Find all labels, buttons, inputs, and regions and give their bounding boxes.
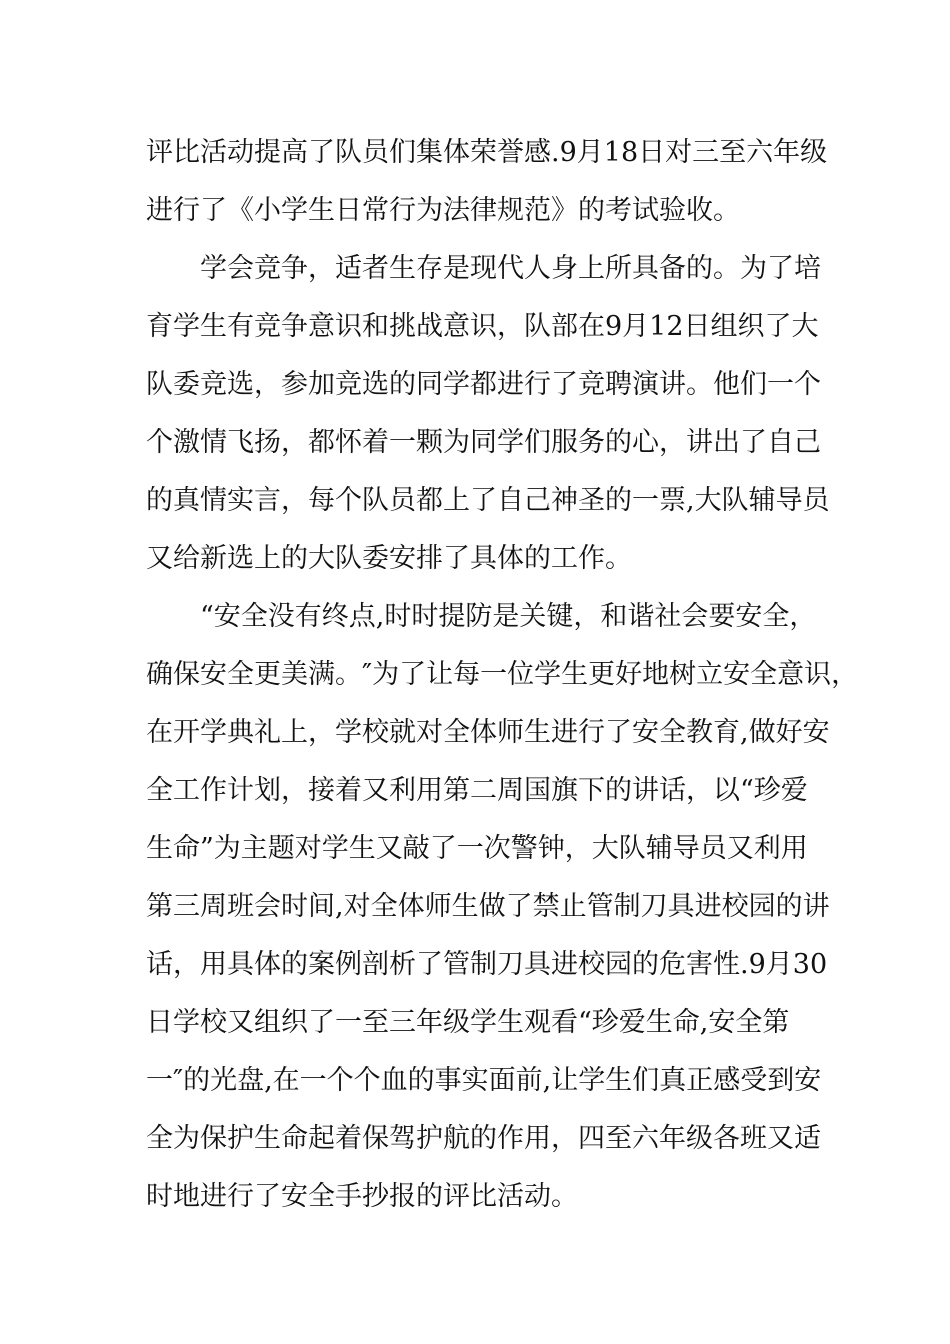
text-line: 队委竞选，参加竞选的同学都进行了竞聘演讲。他们一个 xyxy=(146,369,821,400)
text-line: 学会竞争，适者生存是现代人身上所具备的。为了培 xyxy=(200,253,821,284)
paragraph-3 xyxy=(146,588,859,1226)
text-line: 第三周班会时间,对全体师生做了禁止管制刀具进校园的讲 xyxy=(146,891,830,922)
paragraph-2 xyxy=(146,240,830,588)
text-line: 在开学典礼上，学校就对全体师生进行了安全教育,做好安 xyxy=(146,717,830,748)
text-line: 时地进行了安全手抄报的评比活动。 xyxy=(146,1181,578,1212)
text-line: 生命”为主题对学生又敲了一次警钟，大队辅导员又利用 xyxy=(146,833,808,864)
text-line: 全为保护生命起着保驾护航的作用，四至六年级各班又适 xyxy=(146,1123,821,1154)
text-line: 确保安全更美满。″为了让每一位学生更好地树立安全意识， xyxy=(146,659,859,690)
document-body xyxy=(146,124,859,1226)
text-line: 全工作计划，接着又利用第二周国旗下的讲话，以“珍爱 xyxy=(146,775,808,806)
text-line: 日学校又组织了一至三年级学生观看“珍爱生命,安全第 xyxy=(146,1007,790,1038)
text-line: 进行了《小学生日常行为法律规范》的考试验收。 xyxy=(146,195,740,226)
text-line: 话，用具体的案例剖析了管制刀具进校园的危害性.9月30 xyxy=(146,949,828,980)
text-line: 的真情实言，每个队员都上了自己神圣的一票,大队辅导员 xyxy=(146,485,830,516)
paragraph-1 xyxy=(146,124,826,240)
text-line: 一″的光盘,在一个个血的事实面前,让学生们真正感受到安 xyxy=(146,1065,822,1096)
text-line: 评比活动提高了队员们集体荣誉感.9月18日对三至六年级 xyxy=(146,137,828,168)
text-line: 又给新选上的大队委安排了具体的工作。 xyxy=(146,543,632,574)
text-line: 个激情飞扬，都怀着一颗为同学们服务的心，讲出了自己 xyxy=(146,427,821,458)
text-line: 育学生有竞争意识和挑战意识，队部在9月12日组织了大 xyxy=(146,311,819,342)
text-line: “安全没有终点,时时提防是关键，和谐社会要安全， xyxy=(200,601,817,632)
